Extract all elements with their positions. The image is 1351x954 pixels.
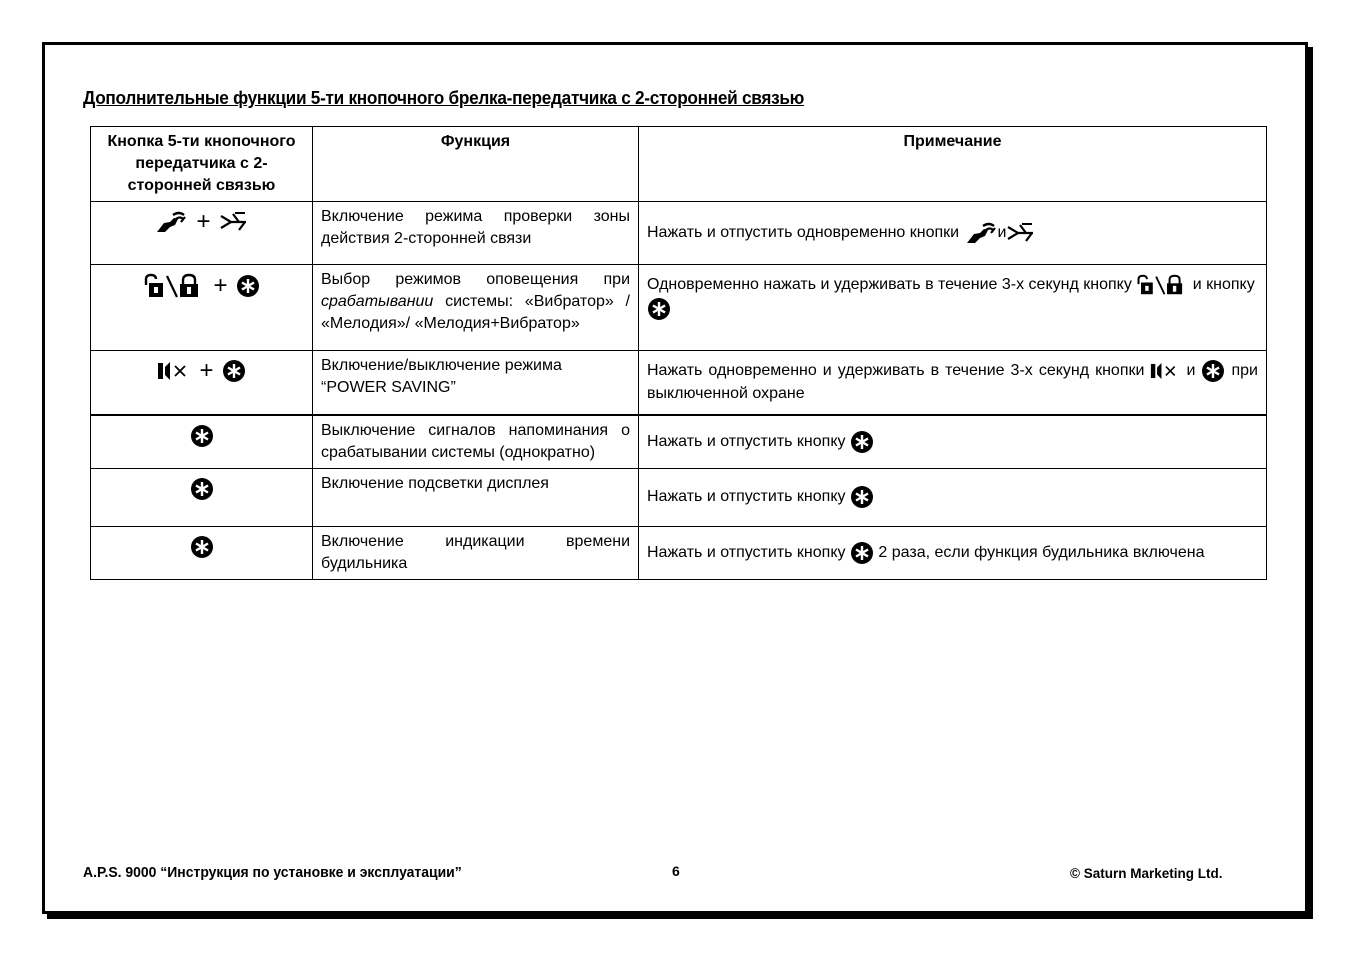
header-note: Примечание bbox=[639, 127, 1267, 202]
note-text: Одновременно нажать и удерживать в течение 3-х секунд кнопку bbox=[647, 276, 1137, 294]
note-text: и кнопку bbox=[1188, 276, 1255, 294]
note-cell bbox=[639, 265, 1267, 351]
button-cell bbox=[91, 265, 313, 351]
button-cell bbox=[91, 526, 313, 579]
lock-open-icon bbox=[1136, 273, 1188, 297]
button-cell bbox=[91, 202, 313, 265]
note-text: Нажать одновременно и удерживать в течение 3-х секунд кнопки bbox=[647, 362, 1151, 380]
page-frame bbox=[42, 42, 1308, 914]
asterisk-icon bbox=[236, 274, 260, 298]
function-text-italic: срабатывании bbox=[321, 293, 434, 310]
asterisk-icon bbox=[850, 430, 874, 454]
table-row bbox=[91, 351, 1267, 415]
unfold-icon bbox=[219, 210, 249, 234]
plus-sign: + bbox=[196, 208, 211, 235]
function-text: Выключение сигналов напоминания о срабатывании системы (однократно) bbox=[321, 421, 630, 461]
search-icon bbox=[154, 210, 188, 234]
note-text: Нажать и отпустить одновременно кнопки bbox=[647, 224, 964, 242]
note-cell bbox=[639, 526, 1267, 579]
table-row bbox=[91, 526, 1267, 579]
note-text: при выключенной охране bbox=[647, 362, 1258, 402]
note-cell bbox=[639, 202, 1267, 265]
unfold-icon bbox=[1006, 221, 1036, 245]
function-text: Выбор режимов оповещения при bbox=[321, 271, 630, 288]
note-cell bbox=[639, 468, 1267, 526]
note-text: 2 раза, если функция будильника включена bbox=[873, 543, 1205, 561]
function-text: Включение подсветки дисплея bbox=[321, 474, 549, 492]
asterisk-icon bbox=[222, 359, 246, 383]
asterisk-icon bbox=[850, 485, 874, 509]
function-cell bbox=[313, 468, 639, 526]
asterisk-icon bbox=[190, 535, 214, 559]
plus-sign: + bbox=[213, 272, 228, 299]
note-text: и bbox=[1180, 362, 1202, 380]
function-text: Включение индикации времени будильника bbox=[321, 532, 630, 572]
note-cell bbox=[639, 351, 1267, 415]
search-icon bbox=[964, 221, 998, 245]
function-cell bbox=[313, 351, 639, 415]
table-row bbox=[91, 265, 1267, 351]
note-cell bbox=[639, 415, 1267, 469]
plus-sign: + bbox=[199, 357, 214, 384]
function-cell bbox=[313, 526, 639, 579]
header-function: Функция bbox=[313, 127, 639, 202]
table-row bbox=[91, 468, 1267, 526]
asterisk-icon bbox=[190, 477, 214, 501]
page-title: Дополнительные функции 5-ти кнопочного брелка-передатчика с 2-сторонней связью bbox=[83, 87, 805, 108]
button-cell bbox=[91, 415, 313, 469]
page-number: 6 bbox=[672, 863, 680, 879]
button-cell bbox=[91, 351, 313, 415]
lock-open-icon bbox=[143, 273, 205, 299]
asterisk-icon bbox=[190, 424, 214, 448]
button-cell bbox=[91, 468, 313, 526]
table-header-row bbox=[91, 127, 1267, 202]
mute-icon bbox=[157, 359, 191, 383]
note-text: Нажать и отпустить кнопку bbox=[647, 543, 850, 561]
table-row bbox=[91, 202, 1267, 265]
header-button: Кнопка 5-ти кнопочного передатчика с 2-сторонней связью bbox=[91, 127, 313, 202]
function-text: системы: «Вибратор» / «Мелодия»/ «Мелодия+Вибратор» bbox=[321, 293, 630, 332]
asterisk-icon bbox=[647, 297, 671, 321]
asterisk-icon bbox=[1201, 359, 1225, 383]
note-text: Нажать и отпустить кнопку bbox=[647, 488, 850, 506]
functions-table bbox=[90, 126, 1267, 580]
function-cell bbox=[313, 265, 639, 351]
note-text: Нажать и отпустить кнопку bbox=[647, 432, 850, 450]
function-text: Включение/выключение режима “POWER SAVING” bbox=[321, 357, 562, 396]
table-row bbox=[91, 415, 1267, 469]
function-text: Включение режима проверки зоны действия 2-сторонней связи bbox=[321, 208, 630, 247]
footer-copyright: © Saturn Marketing Ltd. bbox=[1070, 866, 1223, 881]
note-text: и bbox=[997, 224, 1007, 242]
function-cell bbox=[313, 202, 639, 265]
function-cell bbox=[313, 415, 639, 469]
footer-document-title: A.P.S. 9000 “Инструкция по установке и эксплуатации” bbox=[83, 864, 462, 881]
asterisk-icon bbox=[850, 541, 874, 565]
mute-icon bbox=[1150, 360, 1180, 382]
